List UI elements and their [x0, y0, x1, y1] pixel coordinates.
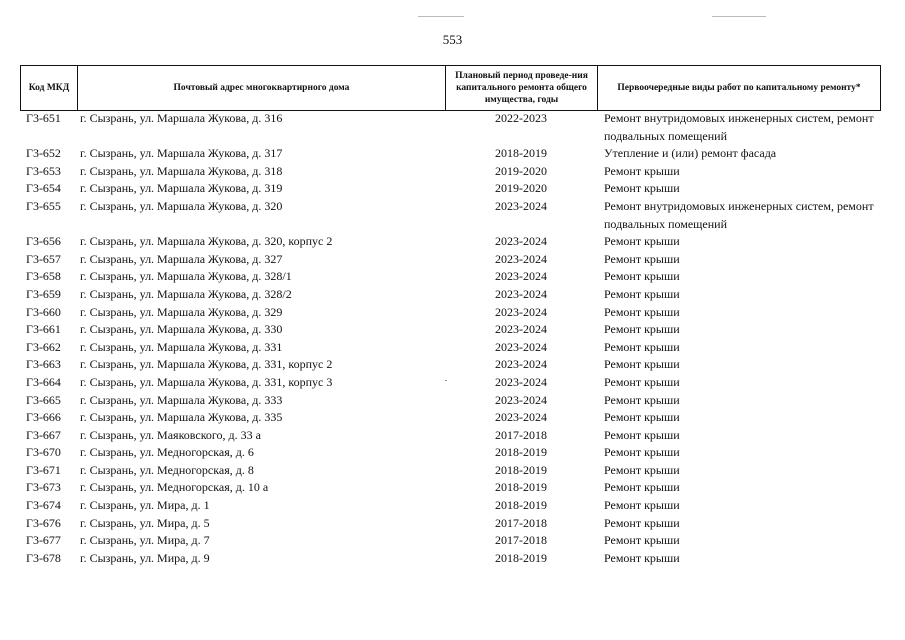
- header-address: Почтовый адрес многоквартирного дома: [78, 66, 446, 111]
- row-code: Г3-665: [26, 392, 61, 407]
- row-address: г. Сызрань, ул. Маршала Жукова, д. 317: [80, 146, 283, 161]
- row-period: 2019-2020: [495, 163, 547, 178]
- row-works: Ремонт крыши: [604, 515, 680, 530]
- table-body: [20, 110, 880, 567]
- row-period: 2023-2024: [495, 410, 547, 425]
- table-row: [20, 321, 880, 339]
- row-code: Г3-670: [26, 445, 61, 460]
- row-period: 2018-2019: [495, 462, 547, 477]
- table-row: [20, 532, 880, 550]
- scan-artifact-left: [418, 16, 464, 17]
- row-code: Г3-664: [26, 374, 61, 389]
- row-works: Ремонт крыши: [604, 286, 680, 301]
- row-code: Г3-655: [26, 198, 61, 213]
- row-code: Г3-658: [26, 269, 61, 284]
- row-period: 2023-2024: [495, 322, 547, 337]
- table-row: [20, 110, 880, 145]
- table-row: [20, 479, 880, 497]
- row-code: Г3-651: [26, 111, 61, 125]
- row-address: г. Сызрань, ул. Маршала Жукова, д. 316: [80, 111, 283, 125]
- table-row: [20, 251, 880, 269]
- row-address: г. Сызрань, ул. Мира, д. 7: [80, 533, 210, 548]
- row-period: 2022-2023: [495, 111, 547, 125]
- table-row: [20, 444, 880, 462]
- row-works: Ремонт крыши: [604, 304, 680, 319]
- table-row: [20, 198, 880, 233]
- table-row: [20, 180, 880, 198]
- row-period: 2023-2024: [495, 269, 547, 284]
- table-row: [20, 339, 880, 357]
- row-address: г. Сызрань, ул. Медногорская, д. 8: [80, 462, 254, 477]
- row-works: Ремонт внутридомовых инженерных систем, ремонт подвальных помещений: [604, 198, 874, 231]
- row-period: 2023-2024: [495, 374, 547, 389]
- row-code: Г3-659: [26, 286, 61, 301]
- row-code: Г3-654: [26, 181, 61, 196]
- header-code: Код МКД: [21, 66, 78, 111]
- row-address: г. Сызрань, ул. Маршала Жукова, д. 327: [80, 251, 283, 266]
- table-row: [20, 268, 880, 286]
- row-works: Ремонт крыши: [604, 498, 680, 513]
- row-code: Г3-673: [26, 480, 61, 495]
- table-row: [20, 286, 880, 304]
- row-address: г. Сызрань, ул. Маршала Жукова, д. 318: [80, 163, 283, 178]
- table-row: [20, 392, 880, 410]
- row-period: 2023-2024: [495, 286, 547, 301]
- table-header: [20, 65, 881, 111]
- row-address: г. Сызрань, ул. Маршала Жукова, д. 331, корпус 2: [80, 357, 333, 372]
- row-code: Г3-666: [26, 410, 61, 425]
- table-row: [20, 304, 880, 322]
- row-address: г. Сызрань, ул. Мира, д. 5: [80, 515, 210, 530]
- row-period: 2023-2024: [495, 251, 547, 266]
- row-works: Ремонт крыши: [604, 251, 680, 266]
- row-period: 2017-2018: [495, 533, 547, 548]
- row-address: г. Сызрань, ул. Маршала Жукова, д. 328/1: [80, 269, 292, 284]
- table-row: [20, 550, 880, 568]
- row-works: Ремонт крыши: [604, 533, 680, 548]
- row-address: г. Сызрань, ул. Мира, д. 1: [80, 498, 210, 513]
- row-code: Г3-660: [26, 304, 61, 319]
- row-address: г. Сызрань, ул. Маяковского, д. 33 а: [80, 427, 261, 442]
- table-row: [20, 462, 880, 480]
- row-works: Ремонт крыши: [604, 462, 680, 477]
- row-works: Ремонт крыши: [604, 269, 680, 284]
- row-works: Ремонт крыши: [604, 374, 680, 389]
- table-row: [20, 515, 880, 533]
- row-works: Ремонт крыши: [604, 181, 680, 196]
- row-period: 2023-2024: [495, 198, 547, 213]
- row-address: г. Сызрань, ул. Маршала Жукова, д. 319: [80, 181, 283, 196]
- row-code: Г3-657: [26, 251, 61, 266]
- row-period: 2023-2024: [495, 392, 547, 407]
- row-code: Г3-653: [26, 163, 61, 178]
- row-address: г. Сызрань, ул. Маршала Жукова, д. 329: [80, 304, 283, 319]
- row-works: Ремонт крыши: [604, 427, 680, 442]
- row-period: 2018-2019: [495, 550, 547, 565]
- row-period: 2018-2019: [495, 146, 547, 161]
- row-period: 2018-2019: [495, 445, 547, 460]
- row-period: 2023-2024: [495, 304, 547, 319]
- row-code: Г3-663: [26, 357, 61, 372]
- row-works: Ремонт крыши: [604, 480, 680, 495]
- row-works: Ремонт крыши: [604, 322, 680, 337]
- row-works: Ремонт внутридомовых инженерных систем, ремонт подвальных помещений: [604, 111, 874, 143]
- row-works: Ремонт крыши: [604, 410, 680, 425]
- header-works: Первоочередные виды работ по капитальному ремонту*: [598, 66, 881, 111]
- row-period: 2019-2020: [495, 181, 547, 196]
- table-row: [20, 374, 880, 392]
- row-code: Г3-662: [26, 339, 61, 354]
- table-row: [20, 356, 880, 374]
- table-row: [20, 145, 880, 163]
- row-code: Г3-656: [26, 234, 61, 249]
- row-period: 2023-2024: [495, 339, 547, 354]
- row-code: Г3-676: [26, 515, 61, 530]
- row-works: Утепление и (или) ремонт фасада: [604, 146, 777, 161]
- row-address: г. Сызрань, ул. Медногорская, д. 10 а: [80, 480, 269, 495]
- table-row: [20, 427, 880, 445]
- row-code: Г3-667: [26, 427, 61, 442]
- row-code: Г3-678: [26, 550, 61, 565]
- row-works: Ремонт крыши: [604, 357, 680, 372]
- page-number: 553: [442, 32, 463, 47]
- row-works: Ремонт крыши: [604, 550, 680, 565]
- row-address: г. Сызрань, ул. Маршала Жукова, д. 333: [80, 392, 283, 407]
- row-period: 2017-2018: [495, 427, 547, 442]
- header-period: Плановый период проведе-ния капитального ремонта общего имущества, годы: [446, 66, 598, 111]
- row-address: г. Сызрань, ул. Маршала Жукова, д. 330: [80, 322, 283, 337]
- row-address: г. Сызрань, ул. Маршала Жукова, д. 331: [80, 339, 283, 354]
- row-works: Ремонт крыши: [604, 163, 680, 178]
- row-address: г. Сызрань, ул. Маршала Жукова, д. 328/2: [80, 286, 292, 301]
- table-row: [20, 233, 880, 251]
- row-address: г. Сызрань, ул. Мира, д. 9: [80, 550, 210, 565]
- table-row: [20, 163, 880, 181]
- row-code: Г3-674: [26, 498, 61, 513]
- row-code: Г3-661: [26, 322, 61, 337]
- row-works: Ремонт крыши: [604, 339, 680, 354]
- row-period: 2018-2019: [495, 480, 547, 495]
- row-code: Г3-671: [26, 462, 61, 477]
- row-code: Г3-677: [26, 533, 61, 548]
- table-row: [20, 497, 880, 515]
- row-address: г. Сызрань, ул. Маршала Жукова, д. 320: [80, 198, 283, 213]
- row-address: г. Сызрань, ул. Маршала Жукова, д. 331, корпус 3: [80, 374, 333, 389]
- row-address: г. Сызрань, ул. Маршала Жукова, д. 320, корпус 2: [80, 234, 333, 249]
- row-period: 2017-2018: [495, 515, 547, 530]
- row-works: Ремонт крыши: [604, 234, 680, 249]
- row-address: г. Сызрань, ул. Маршала Жукова, д. 335: [80, 410, 283, 425]
- row-period: 2023-2024: [495, 357, 547, 372]
- row-code: Г3-652: [26, 146, 61, 161]
- row-works: Ремонт крыши: [604, 392, 680, 407]
- row-works: Ремонт крыши: [604, 445, 680, 460]
- row-period: 2023-2024: [495, 234, 547, 249]
- row-period: 2018-2019: [495, 498, 547, 513]
- table-row: [20, 409, 880, 427]
- row-address: г. Сызрань, ул. Медногорская, д. 6: [80, 445, 254, 460]
- scan-artifact-right: [712, 16, 766, 17]
